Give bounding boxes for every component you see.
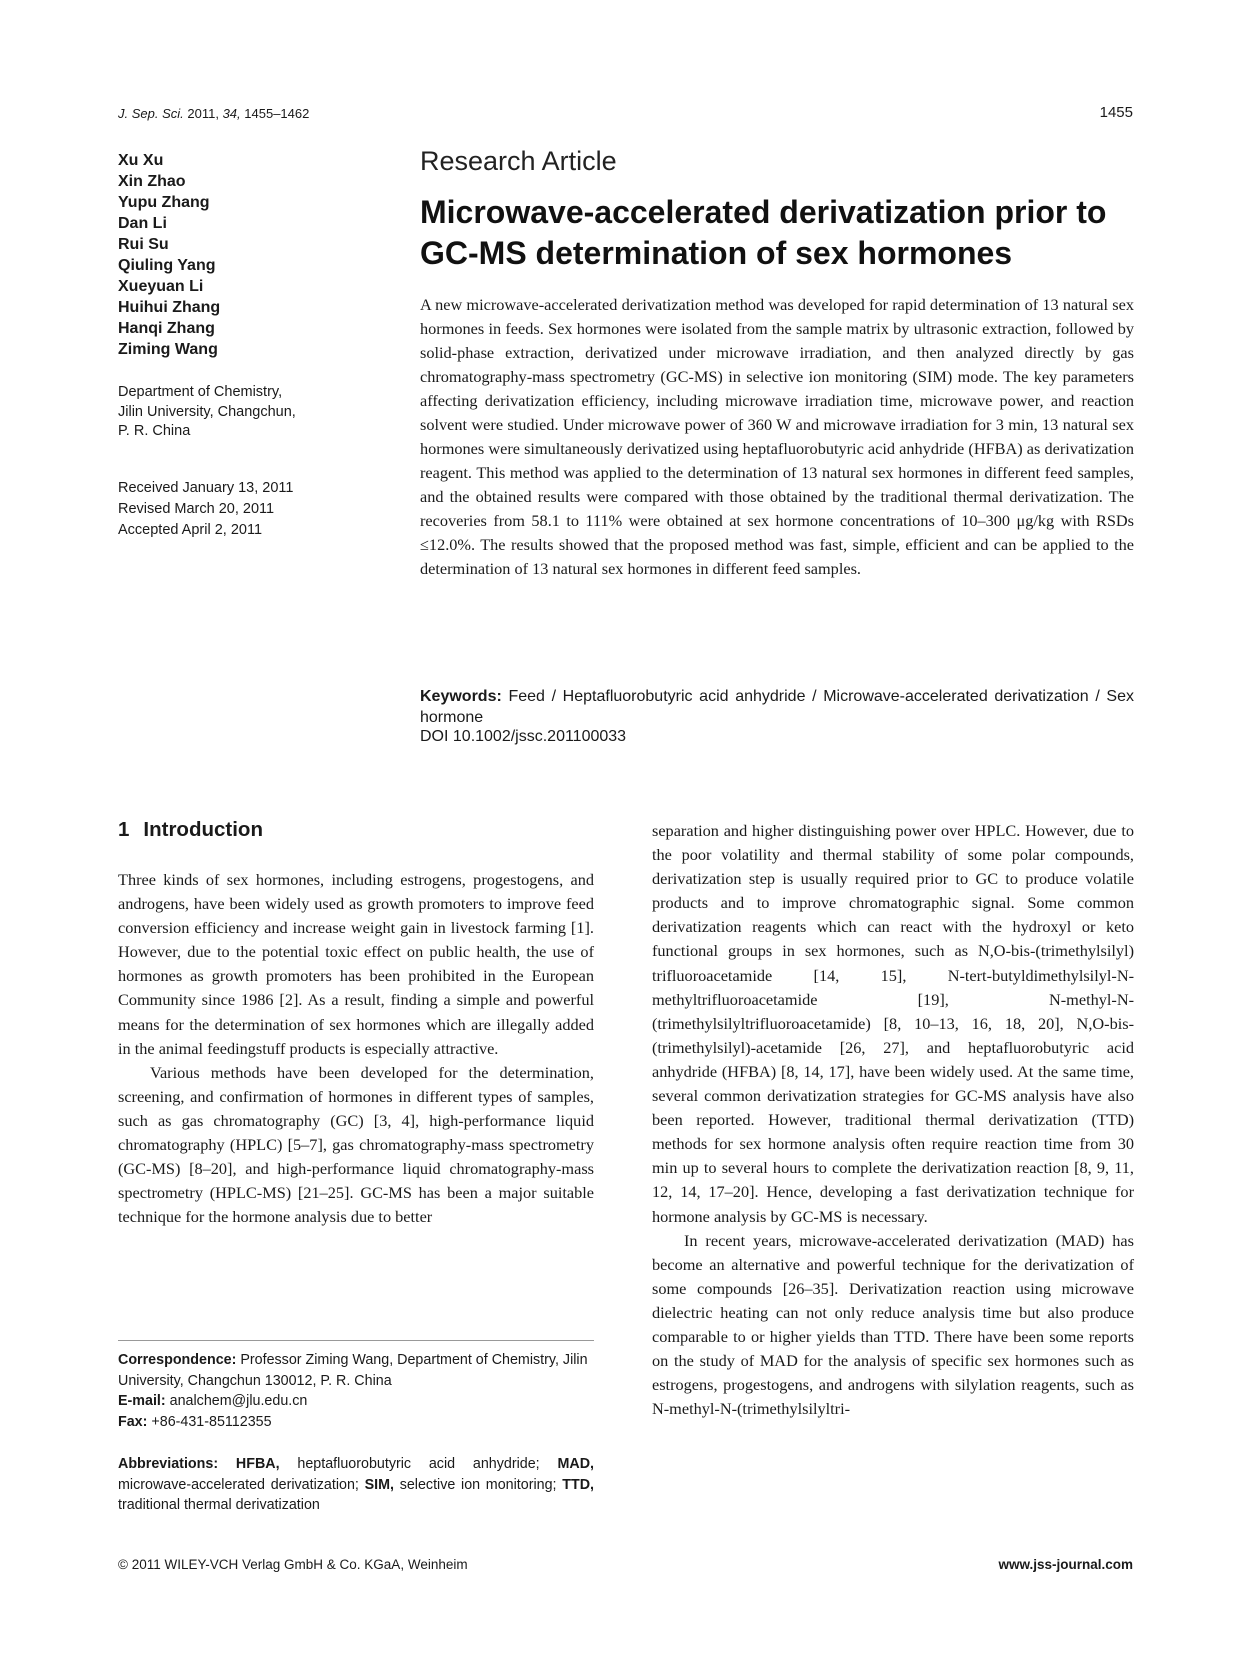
journal-volume: 34, <box>222 106 241 121</box>
author-list <box>118 150 358 360</box>
abbreviations-label: Abbreviations: <box>118 1456 219 1472</box>
keywords <box>420 686 1134 728</box>
abbreviation-term: TTD, <box>562 1476 594 1493</box>
correspondence-note <box>118 1350 594 1432</box>
abbreviation-term: MAD, <box>557 1456 594 1472</box>
body-column-right <box>652 819 1134 1421</box>
abbreviations-note <box>118 1454 594 1516</box>
body-paragraph: Three kinds of sex hormones, including estrogens, progestogens, and androgens, have been widely used as growth promoters to improve feed conversion efficiency and increase weight gain in livestock farming [1]. However, due to the potential toxic effect on public health, the use of hormones as growth promoters has been prohibited in the European Community since 1986 [2]. As a result, finding a simple and powerful means for the determination of sex hormones which are illegally added in the animal feedingstuff products is especially attractive. <box>118 870 594 1058</box>
keywords-label: Keywords: <box>420 688 502 705</box>
section-heading <box>118 818 263 842</box>
body-paragraph: Various methods have been developed for the determination, screening, and confirmation of hormones in different types of samples, such as gas chromatography (GC) [3, 4], high-performance liquid chromatography (HPLC) [5–7], gas chromatography-mass spectrometry (GC-MS) [8–20], and high-performance liquid chromatography-mass spectrometry (HPLC-MS) [21–25]. GC-MS has been a major suitable technique for the hormone analysis due to better <box>118 1062 594 1227</box>
author-name: Hanqi Zhang <box>118 320 215 337</box>
email-label: E-mail: <box>118 1393 166 1409</box>
footnote-divider <box>118 1340 594 1341</box>
abbreviation-definition: selective ion monitoring; <box>399 1476 557 1493</box>
section-number: 1 <box>118 818 130 841</box>
page-number: 1455 <box>1099 104 1133 121</box>
affiliation <box>118 383 358 442</box>
email-link[interactable]: analchem@jlu.edu.cn <box>169 1393 308 1409</box>
section-title: Introduction <box>143 818 263 841</box>
abbreviation-definition: traditional thermal derivatization <box>118 1497 320 1513</box>
abbreviation-term: SIM, <box>364 1476 394 1493</box>
journal-pages: 1455–1462 <box>244 106 310 121</box>
copyright-footer: © 2011 WILEY-VCH Verlag GmbH & Co. KGaA, Weinheim <box>118 1557 468 1572</box>
journal-website-link[interactable]: www.jss-journal.com <box>998 1557 1133 1572</box>
revised-date: Revised March 20, 2011 <box>118 501 275 517</box>
journal-year: 2011, <box>187 106 219 121</box>
keywords-text: Feed / Heptafluorobutyric acid anhydride / Microwave-accelerated derivatization / Sex hormone <box>420 688 1134 726</box>
abstract: A new microwave-accelerated derivatization method was developed for rapid determination of 13 natural sex hormones in feeds. Sex hormones were isolated from the sample matrix by ultrasonic extraction, followed by solid-phase extraction, derivatized under microwave irradiation, and then analyzed directly by gas chromatography-mass spectrometry (GC-MS) in selective ion monitoring (SIM) mode. The key parameters affecting derivatization efficiency, including microwave irradiation time, microwave power, and reaction solvent were studied. Under microwave power of 360 W and microwave irradiation for 3 min, 13 natural sex hormones were simultaneously derivatized using heptafluorobutyric acid anhydride (HFBA) as derivatization reagent. This method was applied to the determination of 13 natural sex hormones in different feed samples, and the obtained results were compared with those obtained by the traditional thermal derivatization. The recoveries from 58.1 to 111% were obtained at sex hormone concentrations of 10–300 μg/kg with RSDs ≤12.0%. The results showed that the proposed method was fast, simple, efficient and can be applied to the determination of 13 natural sex hormones in different feed samples. <box>420 295 1134 578</box>
author-name: Xu Xu <box>118 152 164 169</box>
author-name: Dan Li <box>118 215 167 232</box>
abbreviation-definition: microwave-accelerated derivatization; <box>118 1476 359 1493</box>
author-name: Huihui Zhang <box>118 299 221 316</box>
running-header <box>118 106 309 121</box>
article-type: Research Article <box>420 146 617 176</box>
author-name: Yupu Zhang <box>118 194 210 211</box>
author-name: Xueyuan Li <box>118 278 204 295</box>
body-paragraph: In recent years, microwave-accelerated derivatization (MAD) has become an alternative and powerful technique for the derivatization of some compounds [26–35]. Derivatization reaction using microwave dielectric heating can not only reduce analysis time but also produce comparable to or higher yields than TTD. There have been some reports on the study of MAD for the analysis of specific sex hormones such as estrogens, progestogens, and androgens with silylation reagents, such as N-methyl-N-(trimethylsilyltri- <box>652 1230 1134 1419</box>
author-name: Qiuling Yang <box>118 257 216 274</box>
article-title: Microwave-accelerated derivatization prior to GC-MS determination of sex hormones <box>420 194 1107 271</box>
abbreviation-definition: heptafluorobutyric acid anhydride; <box>297 1456 540 1472</box>
body-column-left <box>118 868 594 1229</box>
abbreviation-term: HFBA, <box>235 1456 280 1472</box>
affiliation-line: Department of Chemistry, <box>118 384 283 400</box>
affiliation-line: P. R. China <box>118 423 191 439</box>
fax-label: Fax: <box>118 1413 148 1430</box>
doi[interactable]: DOI 10.1002/jssc.201100033 <box>420 728 627 745</box>
correspondence-label: Correspondence: <box>118 1352 237 1368</box>
correspondence-text: Professor Ziming Wang, Department of Chemistry, Jilin University, Changchun 130012, P. R. China <box>118 1352 588 1389</box>
author-name: Xin Zhao <box>118 173 186 190</box>
accepted-date: Accepted April 2, 2011 <box>118 522 263 538</box>
body-paragraph: separation and higher distinguishing power over HPLC. However, due to the poor volatility and thermal stability of some polar compounds, derivatization step is usually required prior to GC to produce volatile products and to improve chromatographic signal. Some common derivatization reagents which can react with the hydroxyl or keto functional groups in sex hormones, such as N,O-bis-(trimethylsilyl) trifluoroacetamide [14, 15], N-tert-butyldimethylsilyl-N-methyltrifluoroacetamide [19], N-methyl-N-(trimethylsilyltrifluoroacetamide) [8, 10–13, 16, 18, 20], N,O-bis-(trimethylsilyl)-acetamide [26, 27], and heptafluorobutyric acid anhydride (HFBA) [8, 14, 17], have been widely used. At the same time, several common derivatization strategies for GC-MS analysis have also been reported. However, traditional thermal derivatization (TTD) methods for sex hormone analysis often require reaction time from 30 min up to several hours to complete the derivatization reaction [8, 9, 11, 12, 14, 17–20]. Hence, developing a fast derivatization technique for hormone analysis by GC-MS is necessary. <box>652 821 1134 1226</box>
affiliation-line: Jilin University, Changchun, <box>118 403 296 420</box>
journal-name: J. Sep. Sci. <box>118 106 184 121</box>
author-name: Rui Su <box>118 236 169 253</box>
received-date: Received January 13, 2011 <box>118 480 294 496</box>
fax-number: +86-431-85112355 <box>151 1413 272 1430</box>
article-dates <box>118 478 358 541</box>
author-name: Ziming Wang <box>118 341 218 358</box>
